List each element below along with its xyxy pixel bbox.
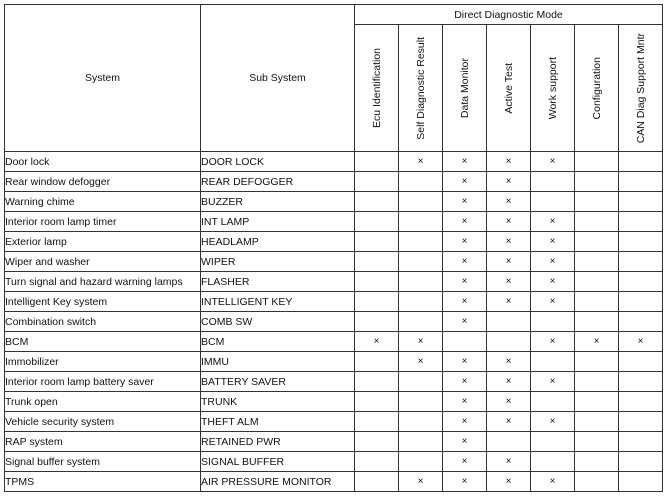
mode-support-cell [575, 392, 619, 412]
table-row [5, 392, 663, 412]
sub-system-cell: DOOR LOCK [201, 152, 355, 172]
table-row [5, 272, 663, 292]
mode-support-cell [399, 452, 443, 472]
header-system: System [5, 5, 201, 152]
sub-system-cell: AIR PRESSURE MONITOR [201, 472, 355, 492]
mode-support-cell [575, 192, 619, 212]
mode-support-cell: × [487, 372, 531, 392]
system-cell: Immobilizer [5, 352, 201, 372]
mode-support-cell: × [443, 352, 487, 372]
mode-support-cell [487, 312, 531, 332]
table-row [5, 252, 663, 272]
mode-support-cell: × [487, 252, 531, 272]
mode-support-cell [619, 312, 663, 332]
sub-system-cell: FLASHER [201, 272, 355, 292]
mode-support-cell [399, 412, 443, 432]
table-row [5, 312, 663, 332]
mode-support-cell [531, 352, 575, 372]
mode-support-cell [531, 392, 575, 412]
system-cell: Intelligent Key system [5, 292, 201, 312]
mode-support-cell [399, 292, 443, 312]
mode-support-cell: × [531, 232, 575, 252]
mode-support-cell: × [443, 212, 487, 232]
header-mode-5 [575, 25, 619, 152]
mode-support-cell: × [487, 352, 531, 372]
mode-support-cell: × [487, 272, 531, 292]
mode-support-cell [575, 432, 619, 452]
sub-system-cell: COMB SW [201, 312, 355, 332]
system-cell: Trunk open [5, 392, 201, 412]
mode-support-cell: × [531, 212, 575, 232]
diagnostic-table-container [4, 4, 663, 492]
mode-support-cell [575, 172, 619, 192]
sub-system-cell: SIGNAL BUFFER [201, 452, 355, 472]
table-row [5, 232, 663, 252]
mode-support-cell [399, 272, 443, 292]
mode-support-cell [575, 352, 619, 372]
header-sub-system: Sub System [201, 5, 355, 152]
mode-support-cell [355, 212, 399, 232]
mode-support-cell [575, 372, 619, 392]
header-mode-6 [619, 25, 663, 152]
mode-support-cell [355, 392, 399, 412]
mode-support-cell: × [443, 312, 487, 332]
mode-support-cell [575, 272, 619, 292]
mode-support-cell: × [443, 232, 487, 252]
mode-support-cell [487, 432, 531, 452]
mode-support-cell [575, 452, 619, 472]
mode-support-cell [619, 432, 663, 452]
mode-support-cell: × [443, 412, 487, 432]
mode-support-cell: × [487, 472, 531, 492]
mode-support-cell [399, 172, 443, 192]
system-cell: Turn signal and hazard warning lamps [5, 272, 201, 292]
system-cell: Combination switch [5, 312, 201, 332]
mode-support-cell [355, 232, 399, 252]
mode-support-cell: × [487, 292, 531, 312]
mode-support-cell: × [531, 252, 575, 272]
table-row [5, 452, 663, 472]
header-mode-2 [443, 25, 487, 152]
table-row [5, 352, 663, 372]
mode-support-cell: × [531, 272, 575, 292]
mode-support-cell [619, 152, 663, 172]
mode-support-cell [531, 452, 575, 472]
system-cell: Vehicle security system [5, 412, 201, 432]
mode-support-cell: × [487, 192, 531, 212]
mode-support-cell [355, 192, 399, 212]
system-cell: Exterior lamp [5, 232, 201, 252]
mode-support-cell [619, 232, 663, 252]
sub-system-cell: INTELLIGENT KEY [201, 292, 355, 312]
mode-support-cell [575, 252, 619, 272]
mode-support-cell [619, 472, 663, 492]
mode-support-cell [575, 152, 619, 172]
header-mode-label: CAN Diag Support Mntr [634, 32, 647, 144]
mode-support-cell: × [487, 412, 531, 432]
mode-support-cell [619, 252, 663, 272]
mode-support-cell: × [443, 192, 487, 212]
header-mode-label: Ecu Identification [370, 48, 383, 128]
sub-system-cell: REAR DEFOGGER [201, 172, 355, 192]
table-row [5, 372, 663, 392]
mode-support-cell: × [443, 372, 487, 392]
mode-support-cell [619, 272, 663, 292]
mode-support-cell [619, 172, 663, 192]
mode-support-cell [399, 232, 443, 252]
mode-support-cell [355, 172, 399, 192]
mode-support-cell: × [487, 152, 531, 172]
mode-support-cell [399, 432, 443, 452]
sub-system-cell: HEADLAMP [201, 232, 355, 252]
mode-support-cell [399, 212, 443, 232]
mode-support-cell: × [487, 232, 531, 252]
mode-support-cell [355, 252, 399, 272]
mode-support-cell: × [531, 332, 575, 352]
table-row [5, 472, 663, 492]
mode-support-cell: × [443, 252, 487, 272]
mode-support-cell [619, 452, 663, 472]
system-cell: Interior room lamp timer [5, 212, 201, 232]
mode-support-cell [399, 312, 443, 332]
mode-support-cell [355, 292, 399, 312]
header-mode-label: Configuration [590, 56, 603, 120]
diagnostic-mode-table [4, 4, 663, 492]
mode-support-cell: × [487, 392, 531, 412]
mode-support-cell: × [487, 172, 531, 192]
mode-support-cell: × [443, 292, 487, 312]
mode-support-cell [355, 352, 399, 372]
mode-support-cell [355, 312, 399, 332]
mode-support-cell [575, 212, 619, 232]
sub-system-cell: BCM [201, 332, 355, 352]
mode-support-cell: × [443, 392, 487, 412]
mode-support-cell: × [531, 292, 575, 312]
mode-support-cell [619, 192, 663, 212]
mode-support-cell [531, 312, 575, 332]
mode-support-cell [531, 192, 575, 212]
mode-support-cell [355, 472, 399, 492]
table-row [5, 172, 663, 192]
header-mode-label: Self Diagnostic Result [414, 36, 427, 140]
header-direct-diagnostic-mode: Direct Diagnostic Mode [355, 5, 663, 25]
mode-support-cell: × [487, 212, 531, 232]
system-cell: RAP system [5, 432, 201, 452]
mode-support-cell: × [399, 472, 443, 492]
mode-support-cell [355, 412, 399, 432]
mode-support-cell [531, 432, 575, 452]
mode-support-cell: × [355, 332, 399, 352]
mode-support-cell: × [531, 152, 575, 172]
mode-support-cell: × [443, 452, 487, 472]
mode-support-cell [619, 372, 663, 392]
mode-support-cell [355, 452, 399, 472]
mode-support-cell [575, 292, 619, 312]
mode-support-cell [531, 172, 575, 192]
table-row [5, 332, 663, 352]
sub-system-cell: THEFT ALM [201, 412, 355, 432]
table-row [5, 412, 663, 432]
header-mode-label: Active Test [502, 62, 515, 114]
sub-system-cell: BATTERY SAVER [201, 372, 355, 392]
mode-support-cell [575, 472, 619, 492]
mode-support-cell: × [443, 432, 487, 452]
mode-support-cell [355, 152, 399, 172]
mode-support-cell: × [531, 412, 575, 432]
system-cell: Interior room lamp battery saver [5, 372, 201, 392]
mode-support-cell: × [399, 152, 443, 172]
system-cell: Rear window defogger [5, 172, 201, 192]
header-mode-1 [399, 25, 443, 152]
sub-system-cell: WIPER [201, 252, 355, 272]
mode-support-cell [443, 332, 487, 352]
header-mode-0 [355, 25, 399, 152]
mode-support-cell [399, 252, 443, 272]
mode-support-cell: × [531, 372, 575, 392]
mode-support-cell: × [443, 152, 487, 172]
mode-support-cell [355, 372, 399, 392]
mode-support-cell [399, 192, 443, 212]
mode-support-cell: × [399, 352, 443, 372]
sub-system-cell: INT LAMP [201, 212, 355, 232]
table-row [5, 192, 663, 212]
mode-support-cell: × [487, 452, 531, 472]
sub-system-cell: BUZZER [201, 192, 355, 212]
sub-system-cell: TRUNK [201, 392, 355, 412]
mode-support-cell [619, 392, 663, 412]
mode-support-cell: × [575, 332, 619, 352]
system-cell: Door lock [5, 152, 201, 172]
mode-support-cell: × [443, 472, 487, 492]
header-mode-3 [487, 25, 531, 152]
mode-support-cell [487, 332, 531, 352]
mode-support-cell: × [619, 332, 663, 352]
mode-support-cell [355, 432, 399, 452]
system-cell: Signal buffer system [5, 452, 201, 472]
mode-support-cell [355, 272, 399, 292]
sub-system-cell: IMMU [201, 352, 355, 372]
mode-support-cell [619, 292, 663, 312]
system-cell: Warning chime [5, 192, 201, 212]
mode-support-cell: × [443, 272, 487, 292]
mode-support-cell [399, 372, 443, 392]
mode-support-cell [619, 352, 663, 372]
sub-system-cell: RETAINED PWR [201, 432, 355, 452]
mode-support-cell: × [443, 172, 487, 192]
mode-support-cell [619, 412, 663, 432]
header-mode-label: Data Monitor [458, 57, 471, 119]
system-cell: TPMS [5, 472, 201, 492]
table-row [5, 432, 663, 452]
system-cell: BCM [5, 332, 201, 352]
mode-support-cell: × [399, 332, 443, 352]
mode-support-cell [575, 232, 619, 252]
table-row [5, 212, 663, 232]
table-row [5, 152, 663, 172]
header-mode-4 [531, 25, 575, 152]
mode-support-cell [575, 412, 619, 432]
mode-support-cell [619, 212, 663, 232]
table-row [5, 292, 663, 312]
mode-support-cell [399, 392, 443, 412]
header-mode-label: Work support [546, 56, 559, 120]
mode-support-cell: × [531, 472, 575, 492]
system-cell: Wiper and washer [5, 252, 201, 272]
mode-support-cell [575, 312, 619, 332]
